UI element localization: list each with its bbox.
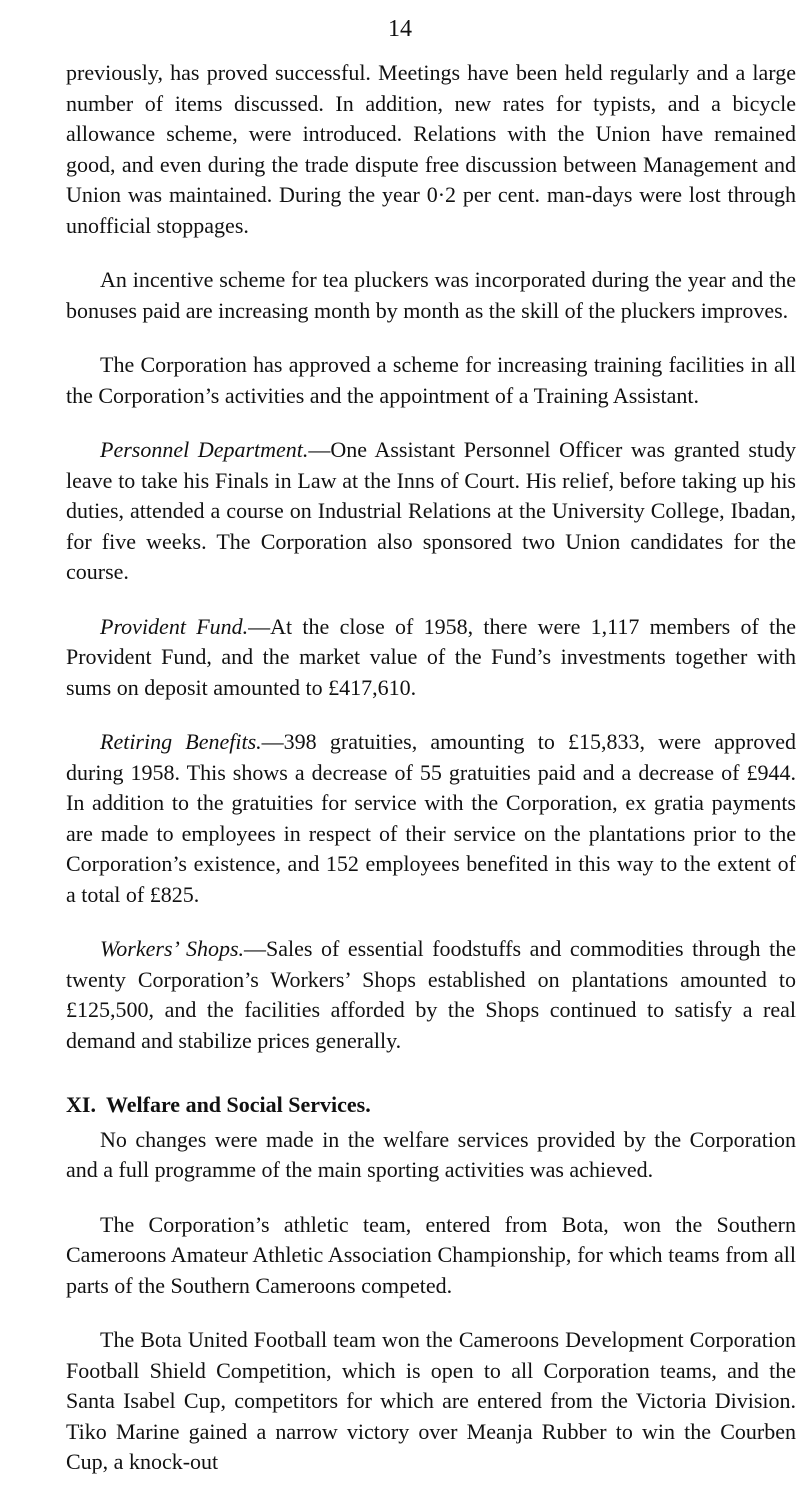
section-title: Welfare and Social Services. (105, 1092, 371, 1117)
paragraph-provident-fund (66, 612, 796, 704)
paragraph-text: The Corporation has approved a scheme for increasing training facilities in all the Corporation’s activities and the appointment of a Training Assistant. (66, 352, 796, 408)
paragraph-incentive-scheme (66, 265, 796, 326)
section-number: XI. (66, 1092, 96, 1117)
paragraph-personnel-department (66, 435, 796, 588)
paragraph-text: The Bota United Football team won the Cameroons Development Corporation Football Shield Competition, which is open to all Corporation teams, and the Santa Isabel Cup, competitors for which are entered from the Victoria Division. Tiko Marine gained a narrow victory over Meanja Rubber to win the Courben Cup, a knock-out (66, 1327, 796, 1474)
paragraph-lead: Personnel Department. (100, 437, 309, 462)
paragraph-text: —At the close of 1958, there were 1,117 members of the Provident Fund, and the market value of the Fund’s investments together with sums on deposit amounted to £417,610. (66, 613, 796, 700)
paragraph-lead: Workers’ Shops. (100, 936, 245, 961)
paragraph-text: An incentive scheme for tea pluckers was incorporated during the year and the bonuses paid are increasing month by month as the skill of the pluckers improves. (66, 267, 796, 323)
paragraph-lead: Provident Fund. (100, 613, 249, 639)
paragraph-text: No changes were made in the welfare services provided by the Corporation and a full programme of the main sporting activities was achieved. (66, 1126, 796, 1182)
paragraph-continued (66, 58, 796, 241)
paragraph-text: previously, has proved successful. Meetings have been held regularly and a large number of items discussed. In addition, new rates for typists, and a bicycle allowance scheme, were introduced. Relations with the Union have remained good, and even during the trade dispute free discussion between Management and Union was maintained. During the year 0·2 per cent. man-days were lost through unofficial stoppages. (66, 60, 796, 238)
paragraph-text: —Sales of essential foodstuffs and commodities through the twenty Corporation’s Workers’ Shops established on plantations amounted to £125,500, and the facilities afforded by the Shops continued to satisfy a real demand and stabilize prices generally. (66, 936, 796, 1053)
section-paragraph-football (66, 1325, 796, 1478)
page-content (66, 58, 796, 1502)
section-paragraph-welfare (66, 1125, 796, 1186)
paragraph-training (66, 350, 796, 411)
paragraph-text: —One Assistant Personnel Officer was granted study leave to take his Finals in Law at the Inns of Court. His relief, before taking up his duties, attended a course on Industrial Relations at the University College, Ibadan, for five weeks. The Corporation also sponsored two Union candidates for the course. (66, 437, 797, 584)
paragraph-text: The Corporation’s athletic team, entered from Bota, won the Southern Cameroons Amateur Athletic Association Championship, for which teams from all parts of the Southern Cameroons competed. (66, 1211, 796, 1298)
paragraph-text: —398 gratuities, amounting to £15,833, were approved during 1958. This shows a decrease of 55 gratuities paid and a decrease of £944. In addition to the gratuities for service with the Corporation, ex gratia payments are made to employees in respect of their service on the plantations prior to the Corporation’s existence, and 152 employees benefited in this way to the extent of a total of £825. (66, 729, 797, 907)
section-heading (66, 1090, 796, 1121)
section-paragraph-athletics (66, 1210, 796, 1302)
paragraph-retiring-benefits (66, 727, 796, 910)
paragraph-workers-shops (66, 934, 796, 1056)
page-number: 14 (388, 16, 412, 42)
paragraph-lead: Retiring Benefits. (100, 729, 262, 754)
